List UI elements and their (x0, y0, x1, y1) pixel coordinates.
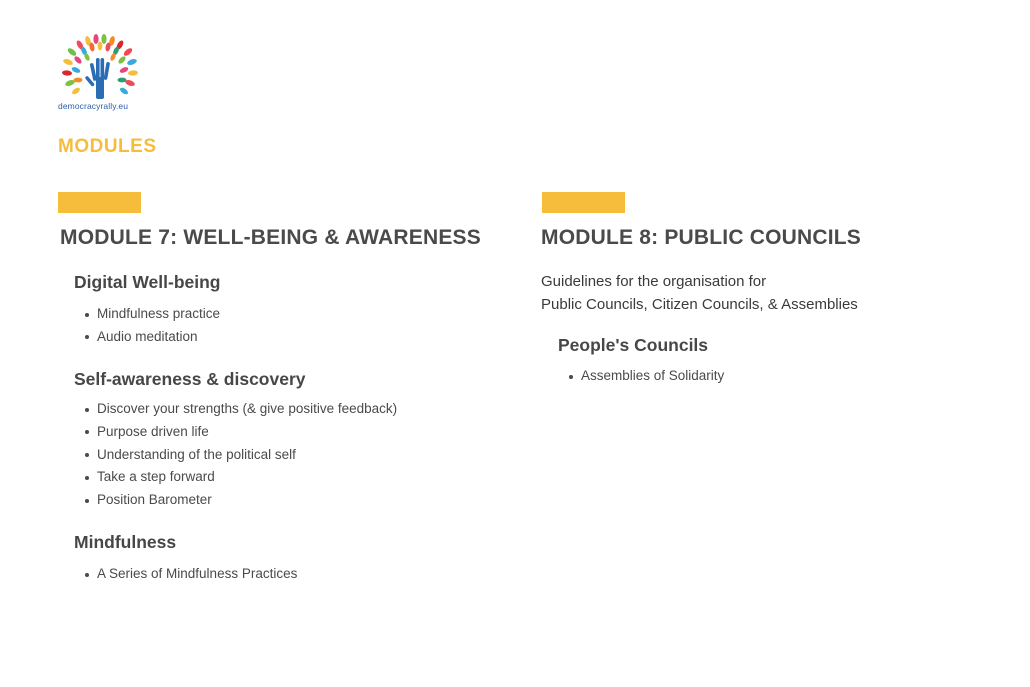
list-item: Assemblies of Solidarity (569, 365, 724, 388)
page-title: MODULES (58, 136, 157, 157)
module-7-title: MODULE 7: WELL-BEING & AWARENESS (60, 226, 481, 249)
list-item: Discover your strengths (& give positive feedback) (85, 398, 397, 421)
module-8-section-peoples-councils: People's Councils (558, 335, 709, 355)
module-8-peoples-councils-list (569, 365, 724, 388)
module-7-section-digital-wellbeing: Digital Well-being (74, 272, 221, 292)
description-line: Public Councils, Citizen Councils, & Assemblies (541, 296, 858, 313)
module-8-accent-bar (542, 192, 625, 213)
list-item: Audio meditation (85, 326, 220, 349)
logo-website-text: democracyrally.eu (58, 101, 129, 111)
module-7-mindfulness-list (85, 563, 297, 586)
module-7-digital-wellbeing-list (85, 303, 220, 349)
list-item: Mindfulness practice (85, 303, 220, 326)
description-line: Guidelines for the organisation for (541, 273, 767, 290)
list-item: A Series of Mindfulness Practices (85, 563, 297, 586)
module-8-title: MODULE 8: PUBLIC COUNCILS (541, 226, 861, 249)
list-item: Position Barometer (85, 489, 397, 512)
list-item: Understanding of the political self (85, 444, 397, 467)
module-7-section-self-awareness: Self-awareness & discovery (74, 369, 306, 389)
module-7-accent-bar (58, 192, 141, 213)
list-item: Purpose driven life (85, 421, 397, 444)
module-7-self-awareness-list (85, 398, 397, 512)
raised-hand-icon (85, 58, 111, 99)
module-7-section-mindfulness: Mindfulness (74, 532, 177, 552)
list-item: Take a step forward (85, 466, 397, 489)
module-8-description (541, 270, 858, 316)
